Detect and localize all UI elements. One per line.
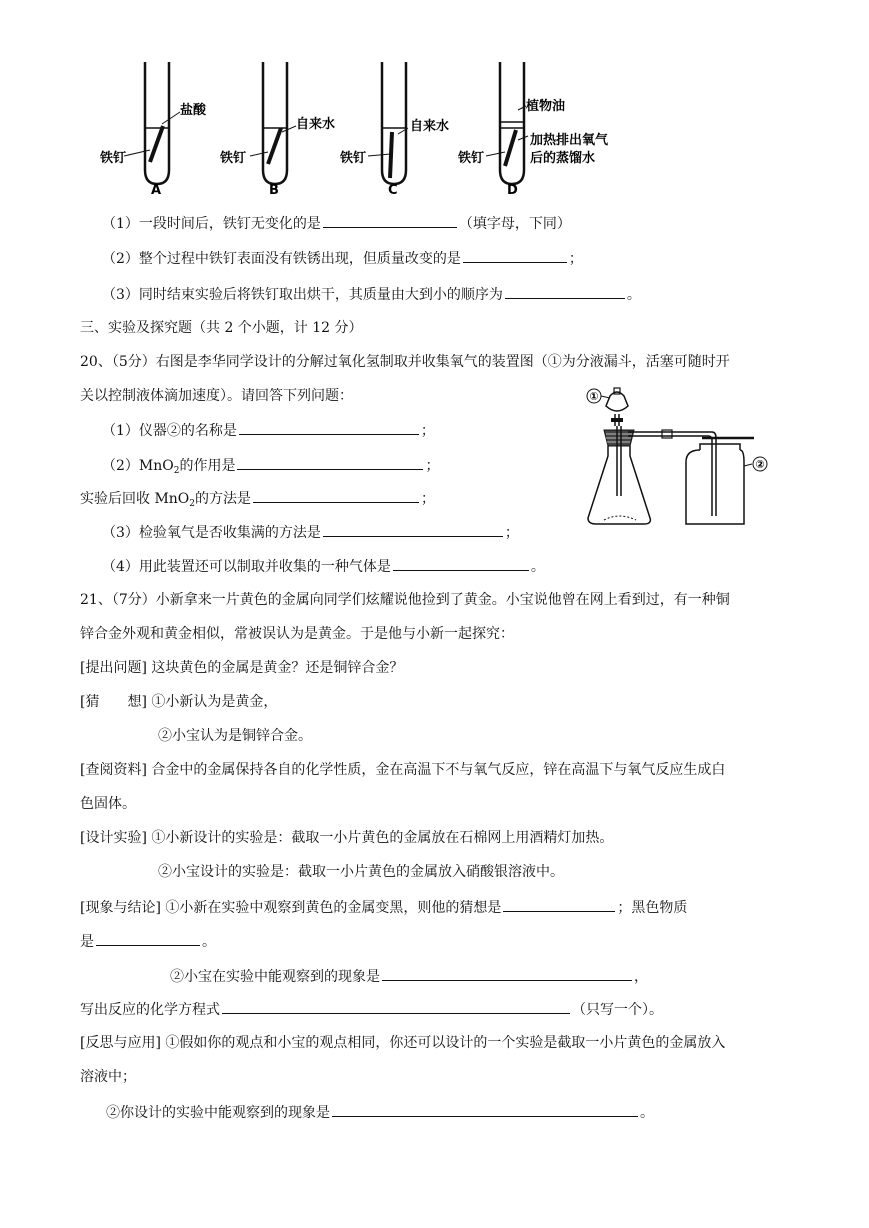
tube-a-letter: A (151, 183, 162, 198)
q21-result-4 (80, 999, 663, 1020)
q21-result-2-tail: 。 (202, 934, 216, 950)
q19-part2 (102, 248, 583, 269)
q20-part1-tail: ； (420, 423, 435, 439)
q21-intro-1: 21、（7分）小新拿来一片黄色的金属向同学们炫耀说他捡到了黄金。小宝说他曾在网上看到过，有一种铜 (80, 592, 730, 608)
q21-reflect-3 (106, 1102, 654, 1123)
q21-result-1-text: [现象与结论] ①小新在实验中观察到黄色的金属变黑，则他的猜想是 (80, 900, 502, 916)
tube-d-left-label: 铁钉 (458, 151, 485, 166)
tube-b-right-label: 自来水 (296, 117, 336, 132)
q21-design-1: [设计实验] ①小新设计的实验是：截取一小片黄色的金属放在石棉网上用酒精灯加热。 (80, 830, 614, 846)
tube-b-left-label: 铁钉 (220, 151, 247, 166)
q21-reflect-3-text: ②你设计的实验中能观察到的现象是 (106, 1105, 330, 1121)
test-tubes-figure (100, 58, 660, 198)
q21-reflect-1: [反思与应用] ①假如你的观点和小宝的观点相同，你还可以设计的一个实验是截取一小片黄色的金属放入 (80, 1035, 726, 1051)
q21-result-2-blank[interactable] (96, 931, 200, 946)
q19-part2-blank[interactable] (463, 248, 567, 263)
tube-a-left-label: 铁钉 (100, 151, 127, 166)
q21-result-3-tail: ， (634, 969, 648, 985)
q20-part4-blank[interactable] (393, 556, 529, 571)
tube-d-letter: D (507, 183, 518, 198)
q19-part2-tail: ； (568, 251, 583, 267)
q20-part1-text: （1）仪器②的名称是 (102, 423, 237, 439)
separatory-funnel (606, 388, 628, 426)
q19-part1-text: （1）一段时间后，铁钉无变化的是 (102, 216, 321, 232)
tube-a (124, 62, 180, 184)
tube-b-letter: B (269, 183, 279, 198)
q21-question: [提出问题] 这块黄色的金属是黄金？还是铜锌合金？ (80, 660, 404, 676)
q19-part3-text: （3）同时结束实验后将铁钉取出烘干，其质量由大到小的顺序为 (102, 287, 503, 303)
q21-guess-1: [猜 想] ①小新认为是黄金， (80, 694, 278, 710)
q21-result-3-blank[interactable] (382, 966, 632, 981)
tube-c-letter: C (388, 183, 398, 198)
label-2: ② (755, 458, 765, 471)
q20-part2b-blank[interactable] (253, 488, 419, 503)
q20-part2-tail: ； (425, 458, 440, 474)
q21-intro-2: 锌合金外观和黄金相似，常被误认为是黄金。于是他与小新一起探究： (80, 626, 514, 642)
q21-result-4-tail: （只写一个）。 (572, 1002, 663, 1018)
q20-part1-blank[interactable] (239, 420, 419, 435)
q20-part2b-post: 的方法是 (195, 491, 252, 507)
q21-result-2 (80, 931, 216, 952)
tube-d-oil-label: 植物油 (526, 99, 566, 114)
q19-part3-tail: 。 (626, 287, 641, 303)
q21-result-1-tail: ；黑色物质 (617, 900, 688, 916)
q20-part3-blank[interactable] (323, 522, 503, 537)
tube-d-water-label-1: 加热排出氧气 (530, 133, 609, 148)
q20-part4-tail: 。 (530, 559, 545, 575)
q19-part2-text: （2）整个过程中铁钉表面没有铁锈出现，但质量改变的是 (102, 251, 461, 267)
q20-part1 (102, 420, 435, 441)
q20-part2b-pre: 实验后回收 MnO (80, 491, 190, 507)
q21-result-2-text: 是 (80, 934, 94, 950)
q20-part2-sub: 2 (173, 466, 180, 476)
tube-b (250, 62, 296, 184)
q20-part3-tail: ； (504, 525, 519, 541)
q21-result-1-blank[interactable] (503, 897, 615, 912)
q21-result-1 (80, 897, 687, 918)
q19-part1 (102, 213, 571, 234)
q21-design-2: ②小宝设计的实验是：截取一小片黄色的金属放入硝酸银溶液中。 (158, 864, 564, 880)
q21-info-1: [查阅资料] 合金中的金属保持各自的化学性质，金在高温下不与氧气反应，锌在高温下与氧气反应生成白 (80, 762, 726, 778)
q19-part1-tail: （填字母，下同） (458, 216, 571, 232)
q21-result-4-text: 写出反应的化学方程式 (80, 1002, 220, 1018)
q19-part1-blank[interactable] (323, 213, 457, 228)
q20-part2b (80, 488, 435, 514)
delivery-tube (628, 430, 716, 516)
label-1: ① (589, 390, 599, 403)
q20-part4 (102, 556, 545, 577)
q20-part2b-sub: 2 (189, 499, 196, 509)
gas-collecting-bottle (686, 438, 754, 524)
q20-intro-1: 20、（5分）右图是李华同学设计的分解过氧化氢制取并收集氧气的装置图（①为分液漏斗，活塞可随时开 (80, 354, 730, 370)
q20-part2-post: 的作用是 (179, 458, 236, 474)
q21-result-4-blank[interactable] (222, 999, 570, 1014)
tube-c-right-label: 自来水 (410, 119, 450, 134)
tube-d-water-label-2: 后的蒸馏水 (530, 151, 596, 166)
q21-reflect-3-tail: 。 (640, 1105, 654, 1121)
q20-part4-text: （4）用此装置还可以制取并收集的一种气体是 (102, 559, 391, 575)
tube-a-right-label: 盐酸 (180, 103, 207, 118)
q20-part2-blank[interactable] (237, 455, 423, 470)
q20-part2 (102, 455, 439, 481)
q20-part2-pre: （2）MnO (102, 458, 174, 474)
oxygen-apparatus-figure (584, 384, 774, 534)
tube-d (486, 62, 528, 184)
q20-intro-2: 关以控制液体滴加速度）。请回答下列问题： (80, 388, 353, 404)
q21-reflect-2: 溶液中； (80, 1069, 136, 1085)
q21-result-3-text: ②小宝在实验中能观察到的现象是 (170, 969, 380, 985)
q19-part3 (102, 284, 641, 305)
q21-info-2: 色固体。 (80, 796, 136, 812)
q20-part3-text: （3）检验氧气是否收集满的方法是 (102, 525, 321, 541)
q19-part3-blank[interactable] (505, 284, 625, 299)
tube-c-left-label: 铁钉 (340, 151, 367, 166)
q20-part3 (102, 522, 519, 543)
section3-title: 三、实验及探究题（共 2 个小题，计 12 分） (80, 320, 363, 336)
q21-guess-2: ②小宝认为是铜锌合金。 (158, 728, 312, 744)
tube-c (368, 62, 408, 184)
q20-part2b-tail: ； (421, 491, 436, 507)
q21-reflect-3-blank[interactable] (332, 1102, 638, 1117)
q21-result-3 (170, 966, 648, 987)
